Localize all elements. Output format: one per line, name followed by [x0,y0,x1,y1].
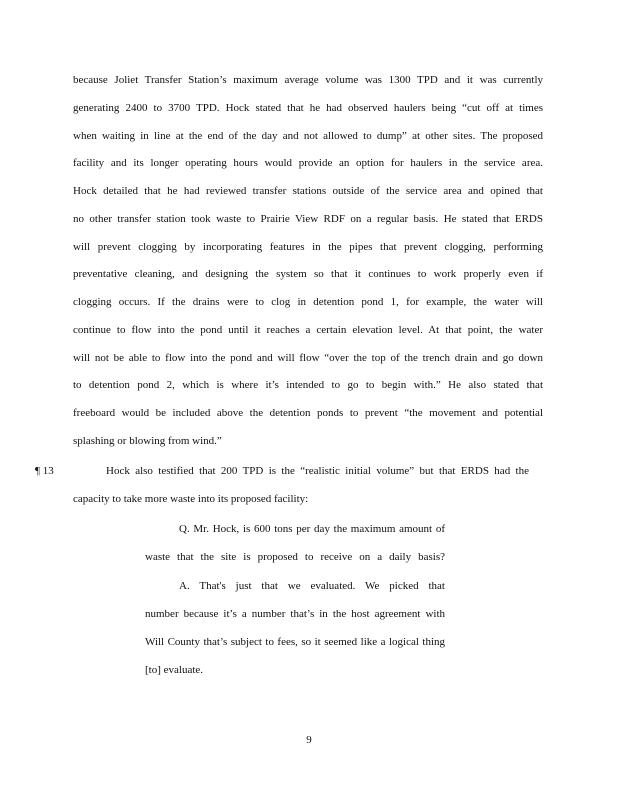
body-line: preventative cleaning, and designing the system so that it continues to work properly even if [73,268,543,280]
body-line: freeboard would be included above the detention ponds to prevent “the movement and potential [73,407,543,419]
body-line: splashing or blowing from wind.” [73,435,222,447]
body-line: generating 2400 to 3700 TPD. Hock stated that he had observed haulers being “cut off at times [73,102,543,114]
paragraph-number: ¶ 13 [35,465,54,477]
body-line: capacity to take more waste into its proposed facility: [73,493,309,505]
body-line: clogging occurs. If the drains were to clog in detention pond 1, for example, the water will [73,296,543,308]
body-line: when waiting in line at the end of the day and not allowed to dump” at other sites. The proposed [73,130,543,142]
quote-line: A. That's just that we evaluated. We picked that [179,580,445,592]
body-line: will prevent clogging by incorporating features in the pipes that prevent clogging, performing [73,241,543,253]
quote-line: Will County that’s subject to fees, so it seemed like a logical thing [145,636,445,648]
paragraph-first-line: Hock also testified that 200 TPD is the “realistic initial volume” but that ERDS had the [106,465,529,477]
quote-line: waste that the site is proposed to receive on a daily basis? [145,551,445,563]
body-line: no other transfer station took waste to Prairie View RDF on a regular basis. He stated that ERDS [73,213,543,225]
quote-line: Q. Mr. Hock, is 600 tons per day the maximum amount of [179,523,445,535]
body-line: Hock detailed that he had reviewed transfer stations outside of the service area and opined that [73,185,543,197]
quote-line: number because it’s a number that’s in the host agreement with [145,608,445,620]
body-line: continue to flow into the pond until it reaches a certain elevation level. At that point, the water [73,324,543,336]
body-line: to detention pond 2, which is where it’s intended to go to begin with.” He also stated that [73,379,543,391]
quote-line: [to] evaluate. [145,664,204,676]
page-number: 9 [306,734,312,746]
body-line: will not be able to flow into the pond and will flow “over the top of the trench drain and go down [73,352,543,364]
body-line: facility and its longer operating hours would provide an option for haulers in the service area. [73,157,543,169]
body-line: because Joliet Transfer Station’s maximum average volume was 1300 TPD and it was currently [73,74,543,86]
